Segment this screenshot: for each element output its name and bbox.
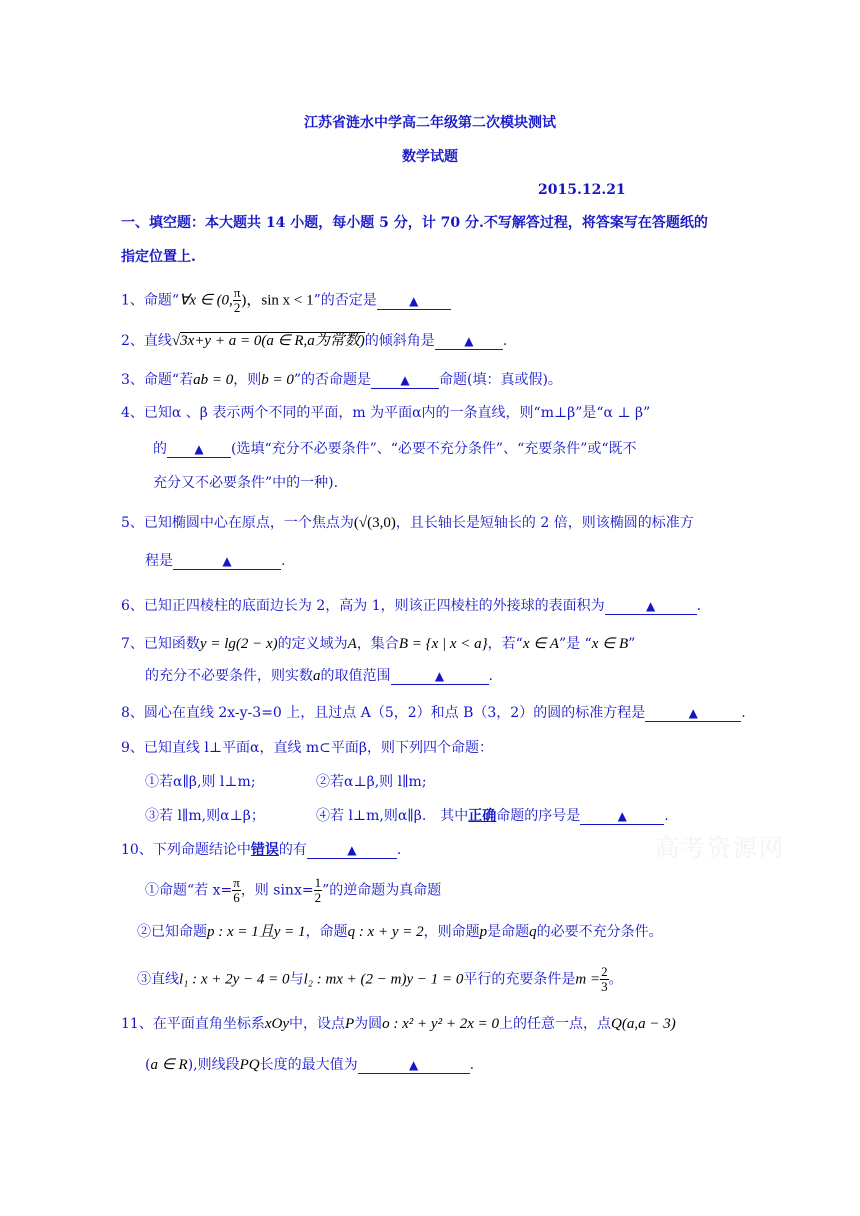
q11-text-c: 为圆 [354, 1016, 383, 1032]
section-heading-line-1: 一、填空题：本大题共 14 小题，每小题 5 分，计 70 分.不写解答过程，将答案写在答题纸的 [121, 215, 708, 231]
triangle-icon: ▲ [646, 599, 656, 613]
q7-text-h: 的取值范围 [320, 668, 391, 684]
q10-item3-math-c: m = [575, 971, 601, 988]
question-11-line-2 [145, 1055, 474, 1075]
triangle-icon: ▲ [409, 1058, 419, 1072]
question-5-line-1 [121, 513, 694, 533]
q1-frac-den: 2 [233, 300, 241, 315]
q3-math-b: b = 0 [261, 372, 294, 388]
answer-blank-9[interactable] [580, 808, 664, 825]
q11-text-f: ),则线段 [187, 1057, 240, 1073]
q11-math-d: Q(a,a − 3) [611, 1016, 676, 1032]
q7-math-d: x ∈ A [522, 636, 559, 652]
q7-text-f: ” [628, 636, 636, 652]
triangle-icon: ▲ [222, 554, 232, 568]
q7-text-d: ，若“ [487, 636, 523, 652]
answer-blank-10[interactable] [307, 842, 397, 859]
q10-item2-text-b: ，命题 [305, 924, 348, 940]
question-9-option-4-line [316, 806, 669, 826]
question-7-line-2 [145, 666, 493, 686]
question-10-item-2 [137, 922, 663, 942]
q11-end: . [469, 1057, 475, 1073]
triangle-icon: ▲ [409, 293, 419, 308]
q7-math-c: B = {x | x < a} [398, 636, 488, 652]
q10-item2-text-d: 是命题 [487, 924, 530, 940]
question-4-line-1: 4、已知α 、β 表示两个不同的平面，m 为平面α内的一条直线，则“m⊥β”是“α ⊥ β” [121, 405, 651, 421]
q10-item3-frac-num: 2 [601, 964, 608, 979]
q10-item1-text-c: ”的逆命题为真命题 [322, 882, 442, 899]
q5-math-body: (3,0) [367, 515, 396, 531]
q10-item2-math-d: q [529, 924, 537, 940]
q11-math-e: a ∈ R [150, 1057, 188, 1073]
exam-date: 2015.12.21 [538, 182, 626, 198]
q1-text-a: 1、命题“ [121, 292, 180, 309]
q3-text-b: ，则 [233, 372, 262, 388]
q3-math-a: ab = 0 [193, 372, 234, 388]
q3-text-d: 命题(填：真或假)。 [439, 372, 562, 388]
q5-text-b: ，且长轴长是短轴长的 2 倍，则该椭圆的标准方 [395, 515, 694, 531]
triangle-icon: ▲ [464, 334, 474, 348]
q4-text-b: (选填“充分不必要条件”、“必要不充分条件”、“充要条件”或“既不 [231, 441, 637, 457]
question-5-line-2 [145, 551, 285, 571]
watermark: 高考资源网 [655, 834, 785, 862]
q10-item3-math-a: l₁ : x + 2y − 4 = 0 [179, 971, 290, 988]
q11-math-c: o : x² + y² + 2x = 0 [382, 1016, 499, 1032]
q7-text-e: ”是 “ [558, 636, 592, 652]
triangle-icon: ▲ [194, 442, 204, 456]
q10-frac-b-num: 1 [314, 875, 322, 890]
q7-end: . [488, 668, 493, 684]
q11-math-b: P [344, 1016, 355, 1032]
q11-text-g: 长度的最大值为 [259, 1057, 358, 1073]
q7-math-e: x ∈ B [591, 636, 629, 652]
q11-math-f: PQ [239, 1057, 260, 1073]
q10-item1-text-b: ，则 sinx= [240, 882, 314, 899]
q5-text-a: 5、已知椭圆中心在原点，一个焦点为 [121, 515, 354, 531]
q10-item1-text-a: ①命题“若 x= [145, 882, 233, 899]
q2-math-body: 3x+y + a = 0(a ∈ R,a为常数) [180, 333, 365, 349]
q5-math: (√(3,0) [353, 515, 396, 531]
q7-text-g: 的充分不必要条件，则实数 [145, 668, 313, 684]
q11-text-e: ( [145, 1057, 151, 1073]
q2-math: √3x+y + a = 0(a ∈ R,a为常数) [171, 333, 365, 349]
q10-frac-a-den: 6 [233, 890, 240, 905]
q9-text-b: 命题的序号是 [496, 808, 581, 824]
q4-text-a: 的 [153, 441, 167, 457]
q9-text-a: 其中 [440, 808, 469, 824]
q7-text-a: 7、已知函数 [121, 636, 200, 652]
q2-text-a: 2、直线 [121, 333, 172, 349]
q7-math-f: a [313, 668, 321, 684]
q9-end: . [664, 808, 669, 824]
q10-item1-fraction-a [232, 876, 241, 905]
q10-end: . [396, 842, 402, 858]
q5-text-c: 程是 [145, 553, 173, 569]
question-7-line-1 [121, 634, 635, 654]
q10-item3-math-b: l₂ : mx + (2 − m)y − 1 = 0 [303, 971, 464, 988]
q1-text-b: ”的否定是 [313, 292, 377, 309]
answer-blank-1[interactable] [377, 293, 451, 310]
q10-item3-text-d: 。 [608, 971, 623, 988]
question-4-line-3: 充分又不必要条件”中的一种). [153, 475, 339, 491]
question-11-line-1 [121, 1014, 676, 1034]
q10-item3-text-a: ③直线 [137, 971, 179, 988]
answer-blank-3[interactable] [371, 372, 439, 389]
q10-item2-math-b: q : x + y = 2 [347, 924, 424, 940]
q10-item2-text-a: ②已知命题 [137, 924, 207, 940]
q10-item2-text-c: ，则命题 [423, 924, 480, 940]
question-9-option-2: ②若α⊥β,则 l∥m; [316, 774, 427, 790]
exam-subtitle: 数学试题 [402, 149, 458, 165]
q11-text-b: 中，设点 [288, 1016, 345, 1032]
triangle-icon: ▲ [347, 843, 357, 857]
q1-frac-num: π [233, 285, 241, 300]
q10-text-a: 10、下列命题结论中 [121, 842, 251, 858]
q9-emphasis: 正确 [468, 808, 497, 824]
q6-end: . [696, 598, 702, 614]
question-9-option-1: ①若α∥β,则 l⊥m; [145, 774, 256, 790]
triangle-icon: ▲ [617, 809, 627, 823]
q3-text-c: ”的否命题是 [293, 372, 371, 388]
question-8 [121, 703, 746, 723]
q8-text: 8、圆心在直线 2x-y-3=0 上，且过点 A（5，2）和点 B（3，2）的圆的标准方程是 [121, 705, 646, 721]
q1-math-b: )，sin x < 1 [241, 292, 314, 309]
answer-blank-8[interactable] [645, 705, 741, 722]
section-heading-line-2: 指定位置上. [121, 249, 196, 265]
q10-item2-text-e: 的必要不充分条件。 [536, 924, 663, 940]
q8-end: . [741, 705, 746, 721]
q7-math-b: A [347, 636, 357, 652]
q10-emphasis: 错误 [250, 842, 279, 858]
q10-frac-b-den: 2 [314, 890, 322, 905]
q10-item3-text-b: 与 [289, 971, 304, 988]
q3-text-a: 3、命题“若 [121, 372, 194, 388]
answer-blank-7[interactable] [391, 668, 489, 685]
q10-item1-fraction-b [314, 876, 323, 905]
q1-math-a: ∀x ∈ (0, [179, 292, 233, 309]
question-4-line-2 [153, 439, 637, 459]
q10-frac-a-num: π [233, 875, 240, 890]
q10-text-b: 的有 [278, 842, 307, 858]
triangle-icon: ▲ [434, 669, 445, 683]
question-6 [121, 596, 701, 616]
q2-text-b: 的倾斜角是 [364, 333, 435, 349]
q2-end: . [502, 333, 508, 349]
answer-blank-11[interactable] [358, 1057, 470, 1074]
triangle-icon: ▲ [400, 373, 410, 387]
q11-text-a: 11、在平面直角坐标系 [121, 1016, 265, 1032]
q10-item3-frac-den: 3 [601, 979, 608, 994]
q10-item3-fraction [600, 965, 609, 994]
triangle-icon: ▲ [688, 706, 698, 720]
exam-title: 江苏省涟水中学高二年级第二次模块测试 [304, 115, 556, 131]
question-10-item-1 [145, 876, 441, 905]
q7-text-b: 的定义域为 [277, 636, 348, 652]
q10-item2-math-c: p [479, 924, 488, 940]
q10-item2-math-a: p : x = 1且y = 1 [207, 924, 306, 940]
q11-text-d: 上的任意一点，点 [499, 1016, 611, 1032]
q9-option-4: ④若 l⊥m,则α∥β. [316, 808, 427, 824]
q11-math-a: xOy [264, 1016, 289, 1032]
question-10-item-3 [137, 965, 623, 994]
q6-text: 6、已知正四棱柱的底面边长为 2，高为 1，则该正四棱柱的外接球的表面积为 [121, 598, 605, 614]
q5-end: . [281, 553, 286, 569]
question-10 [121, 840, 401, 860]
question-9-option-3: ③若 l∥m,则α⊥β； [145, 808, 265, 824]
q7-text-c: ，集合 [356, 636, 399, 652]
question-9-line-1: 9、已知直线 l⊥平面α，直线 m⊂平面β，则下列四个命题： [121, 740, 494, 756]
q10-item3-text-c: 平行的充要条件是 [463, 971, 576, 988]
answer-blank-2[interactable] [435, 333, 503, 350]
question-3 [121, 370, 562, 390]
question-1 [121, 286, 451, 315]
answer-blank-6[interactable] [605, 598, 697, 615]
answer-blank-5[interactable] [173, 553, 281, 570]
answer-blank-4[interactable] [167, 441, 231, 458]
question-2 [121, 331, 507, 351]
q7-math-a: y = lg(2 − x) [199, 636, 278, 652]
